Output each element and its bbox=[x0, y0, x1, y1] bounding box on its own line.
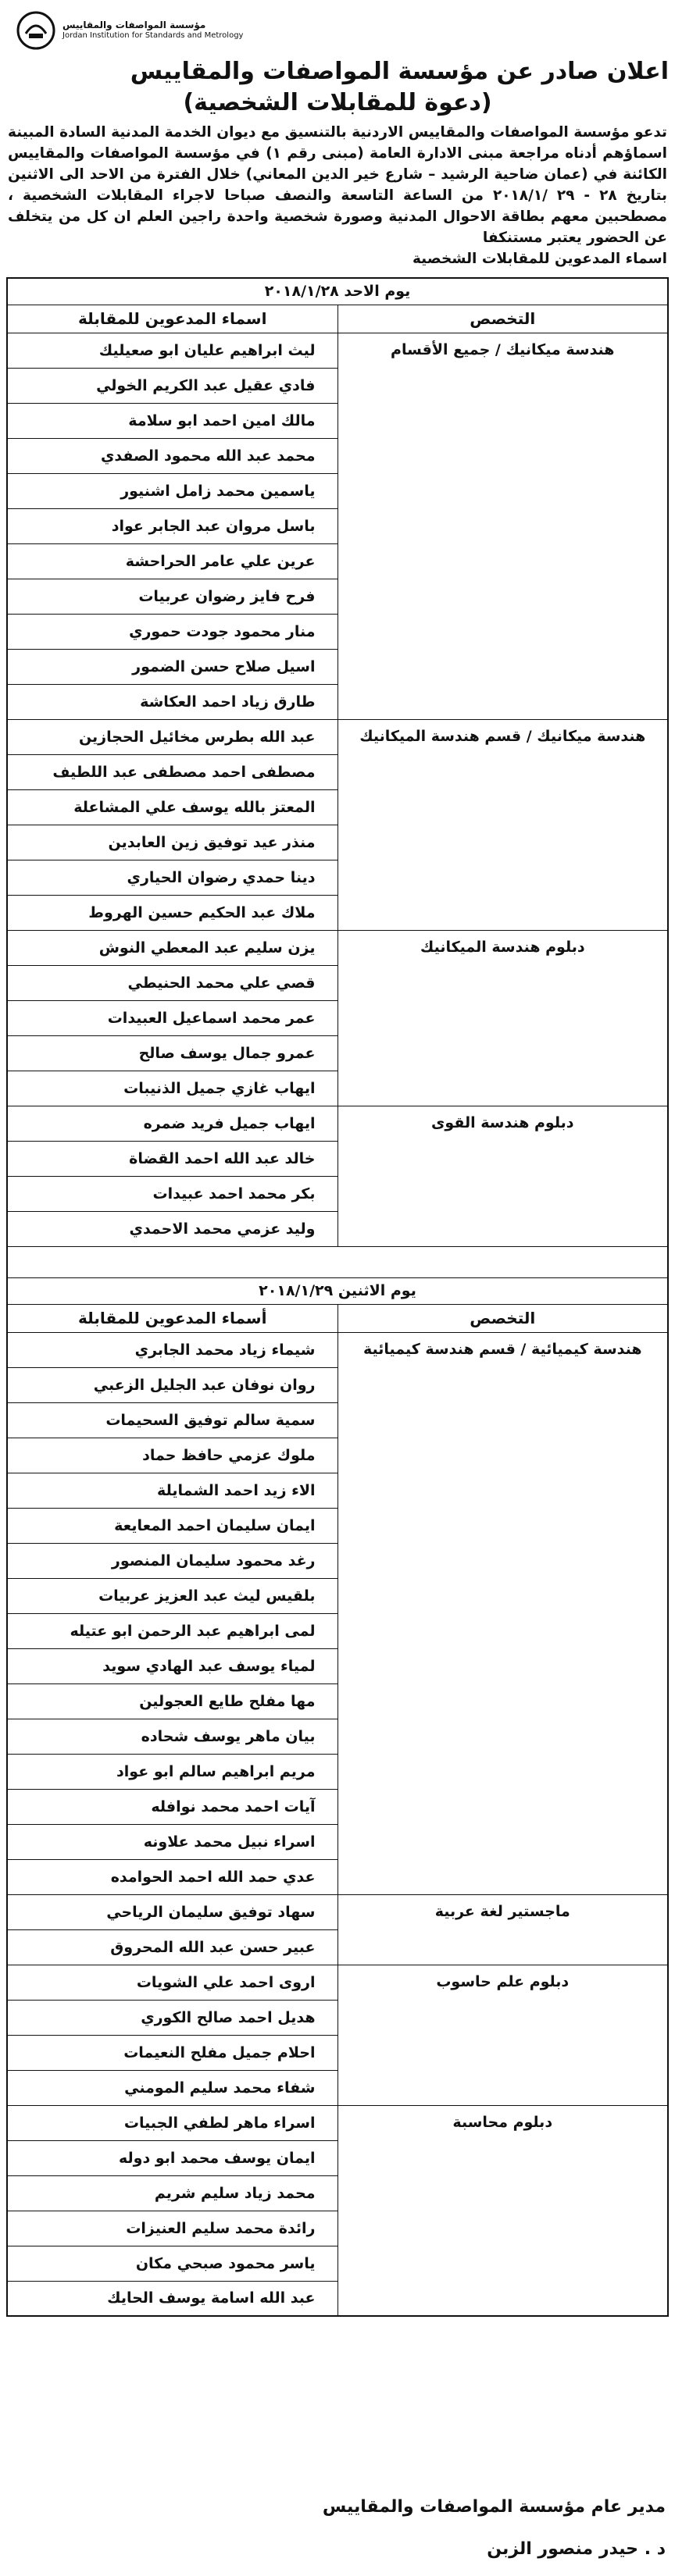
day-label: يوم الاحد ٢٠١٨/١/٢٨ bbox=[7, 278, 668, 305]
candidate-name: مها مفلح طايع العجولين bbox=[7, 1683, 338, 1719]
specialty-cell: دبلوم هندسة القوى bbox=[338, 1106, 668, 1246]
candidate-name: عدي حمد الله احمد الحوامده bbox=[7, 1859, 338, 1894]
candidate-name: ايمان يوسف محمد ابو دوله bbox=[7, 2140, 338, 2175]
signature-block bbox=[323, 2494, 666, 2563]
candidate-name: اروى احمد علي الشويات bbox=[7, 1965, 338, 2000]
candidate-name: بيان ماهر يوسف شحاده bbox=[7, 1719, 338, 1754]
candidate-name: مالك امين احمد ابو سلامة bbox=[7, 403, 338, 438]
candidate-name: المعتز بالله يوسف علي المشاعلة bbox=[7, 789, 338, 825]
candidate-name: دينا حمدي رضوان الحياري bbox=[7, 860, 338, 895]
candidate-name: عمر محمد اسماعيل العبيدات bbox=[7, 1000, 338, 1035]
announcement-subtitle: (دعوة للمقابلات الشخصية) bbox=[183, 89, 492, 116]
candidate-name: خالد عبد الله احمد القضاة bbox=[7, 1141, 338, 1176]
candidate-name: لمى ابراهيم عبد الرحمن ابو عتيله bbox=[7, 1613, 338, 1648]
col-header-specialty: التخصص bbox=[338, 305, 668, 333]
candidate-name: محمد زياد سليم شريم bbox=[7, 2175, 338, 2211]
table-row bbox=[7, 1332, 668, 1367]
col-header-specialty: التخصص bbox=[338, 1304, 668, 1332]
specialty-cell: دبلوم علم حاسوب bbox=[338, 1965, 668, 2105]
header-bar bbox=[6, 5, 669, 56]
table-row bbox=[7, 333, 668, 368]
candidate-name: اسراء ماهر لطفي الجبيات bbox=[7, 2105, 338, 2140]
candidate-name: بكر محمد احمد عبيدات bbox=[7, 1176, 338, 1211]
candidate-name: رائدة محمد سليم العنيزات bbox=[7, 2211, 338, 2246]
column-header-row bbox=[7, 305, 668, 333]
specialty-cell: هندسة ميكانيك / قسم هندسة الميكانيك bbox=[338, 719, 668, 930]
org-logo bbox=[16, 10, 243, 51]
org-name-en: Jordan Institution for Standards and Metrology bbox=[62, 31, 244, 40]
candidate-name: رغد محمود سليمان المنصور bbox=[7, 1543, 338, 1578]
candidate-name: منار محمود جودت حموري bbox=[7, 614, 338, 649]
org-logo-text bbox=[62, 20, 243, 41]
candidate-name: بلقيس ليث عبد العزيز عربيات bbox=[7, 1578, 338, 1613]
specialty-cell: دبلوم محاسبة bbox=[338, 2105, 668, 2316]
candidate-name: ايهاب غازي جميل الذنيبات bbox=[7, 1071, 338, 1106]
candidate-name: فادي عقيل عبد الكريم الخولي bbox=[7, 368, 338, 403]
candidate-name: عبير حسن عبد الله المحروق bbox=[7, 1929, 338, 1965]
specialty-cell: دبلوم هندسة الميكانيك bbox=[338, 930, 668, 1106]
candidate-name: اسراء نبيل محمد علاونه bbox=[7, 1824, 338, 1859]
candidate-name: عمرو جمال يوسف صالح bbox=[7, 1035, 338, 1071]
candidate-name: عبد الله اسامة يوسف الحايك bbox=[7, 2281, 338, 2316]
org-name-ar: مؤسسة المواصفات والمقاييس bbox=[62, 20, 206, 30]
table-row bbox=[7, 1894, 668, 1929]
candidate-name: ايهاب جميل فريد ضمره bbox=[7, 1106, 338, 1141]
intro-text: تدعو مؤسسة المواصفات والمقاييس الاردنية بالتنسيق مع ديوان الخدمة المدنية السادة المبينة اسماؤهم أدناه مراجعة مبنى الادارة العامة (مبنى رقم ١) في مؤسسة المواصفات والمقاييس الكائنة في (عمان ضاحية الرشيد – شارع خير الدين المعاني) خلال الفترة من الاحد الى الاثنين بتاريخ ٢٨ - ٢٩ /٢٠١٨/١ من الساعة التاسعة والنصف صباحا لاجراء المقابلات الشخصية ، مصطحبين معهم بطاقة الاحوال المدنية وصورة شخصية واحدة راجين العلم ان كل من يتخلف عن الحضور يعتبر مستنكفا bbox=[8, 124, 667, 246]
candidate-name: طارق زياد احمد العكاشة bbox=[7, 684, 338, 719]
specialty-cell: ماجستير لغة عربية bbox=[338, 1894, 668, 1965]
col-header-names: اسماء المدعوين للمقابلة bbox=[7, 305, 338, 333]
table-row bbox=[7, 1106, 668, 1141]
candidate-name: لمياء يوسف عبد الهادي سويد bbox=[7, 1648, 338, 1683]
candidate-name: ليث ابراهيم عليان ابو صعيليك bbox=[7, 333, 338, 368]
table-row bbox=[7, 1965, 668, 2000]
day-header-row bbox=[7, 1277, 668, 1304]
candidate-name: يزن سليم عبد المعطي النوش bbox=[7, 930, 338, 965]
day-header-row bbox=[7, 278, 668, 305]
day-gap bbox=[7, 1246, 668, 1277]
candidate-name: ياسر محمود صبحي مكان bbox=[7, 2246, 338, 2281]
intro-tail: اسماء المدعوين للمقابلات الشخصية bbox=[412, 251, 667, 267]
announcement-title: اعلان صادر عن مؤسسة المواصفات والمقاييس bbox=[130, 58, 669, 85]
candidate-name: مريم ابراهيم سالم ابو عواد bbox=[7, 1754, 338, 1789]
table-row bbox=[7, 2105, 668, 2140]
candidate-name: باسل مروان عبد الجابر عواد bbox=[7, 508, 338, 543]
table-row bbox=[7, 930, 668, 965]
candidate-name: الاء زيد احمد الشمايلة bbox=[7, 1473, 338, 1508]
candidate-name: هديل احمد صالح الكوري bbox=[7, 2000, 338, 2035]
candidate-name: سهاد توفيق سليمان الرياحي bbox=[7, 1894, 338, 1929]
candidate-name: سمية سالم توفيق السحيمات bbox=[7, 1402, 338, 1438]
candidate-name: ايمان سليمان احمد المعايعة bbox=[7, 1508, 338, 1543]
day-label: يوم الاثنين ٢٠١٨/١/٢٩ bbox=[7, 1277, 668, 1304]
candidate-name: شفاء محمد سليم المومني bbox=[7, 2070, 338, 2105]
signature-title: مدير عام مؤسسة المواصفات والمقاييس bbox=[322, 2497, 666, 2517]
candidate-name: ملوك عزمي حافظ حماد bbox=[7, 1438, 338, 1473]
candidate-name: قصي علي محمد الحنيطي bbox=[7, 965, 338, 1000]
candidate-name: محمد عبد الله محمود الصفدي bbox=[7, 438, 338, 473]
org-emblem-icon bbox=[16, 10, 56, 51]
column-header-row bbox=[7, 1304, 668, 1332]
specialty-cell: هندسة ميكانيك / جميع الأقسام bbox=[338, 333, 668, 719]
col-header-names: أسماء المدعوين للمقابلة bbox=[7, 1304, 338, 1332]
interview-schedule-table bbox=[6, 277, 669, 2317]
candidate-name: مصطفى احمد مصطفى عبد اللطيف bbox=[7, 754, 338, 789]
candidate-name: ياسمين محمد زامل اشنيور bbox=[7, 473, 338, 508]
announcement-intro bbox=[6, 122, 669, 269]
candidate-name: وليد عزمي محمد الاحمدي bbox=[7, 1211, 338, 1246]
table-row bbox=[7, 719, 668, 754]
candidate-name: ملاك عبد الحكيم حسين الهروط bbox=[7, 895, 338, 930]
signature-name: د . حيدر منصور الزبن bbox=[487, 2539, 666, 2559]
candidate-name: عرين علي عامر الحراحشة bbox=[7, 543, 338, 579]
candidate-name: روان نوفان عبد الجليل الزعبي bbox=[7, 1367, 338, 1402]
candidate-name: آيات احمد محمد نوافله bbox=[7, 1789, 338, 1824]
candidate-name: عبد الله بطرس مخائيل الحجازين bbox=[7, 719, 338, 754]
specialty-cell: هندسة كيميائية / قسم هندسة كيميائية bbox=[338, 1332, 668, 1894]
candidate-name: فرح فايز رضوان عربيات bbox=[7, 579, 338, 614]
candidate-name: احلام جميل مفلح النعيمات bbox=[7, 2035, 338, 2070]
day-separator bbox=[7, 1246, 668, 1277]
candidate-name: اسيل صلاح حسن الضمور bbox=[7, 649, 338, 684]
candidate-name: منذر عيد توفيق زين العابدين bbox=[7, 825, 338, 860]
candidate-name: شيماء زياد محمد الجابري bbox=[7, 1332, 338, 1367]
